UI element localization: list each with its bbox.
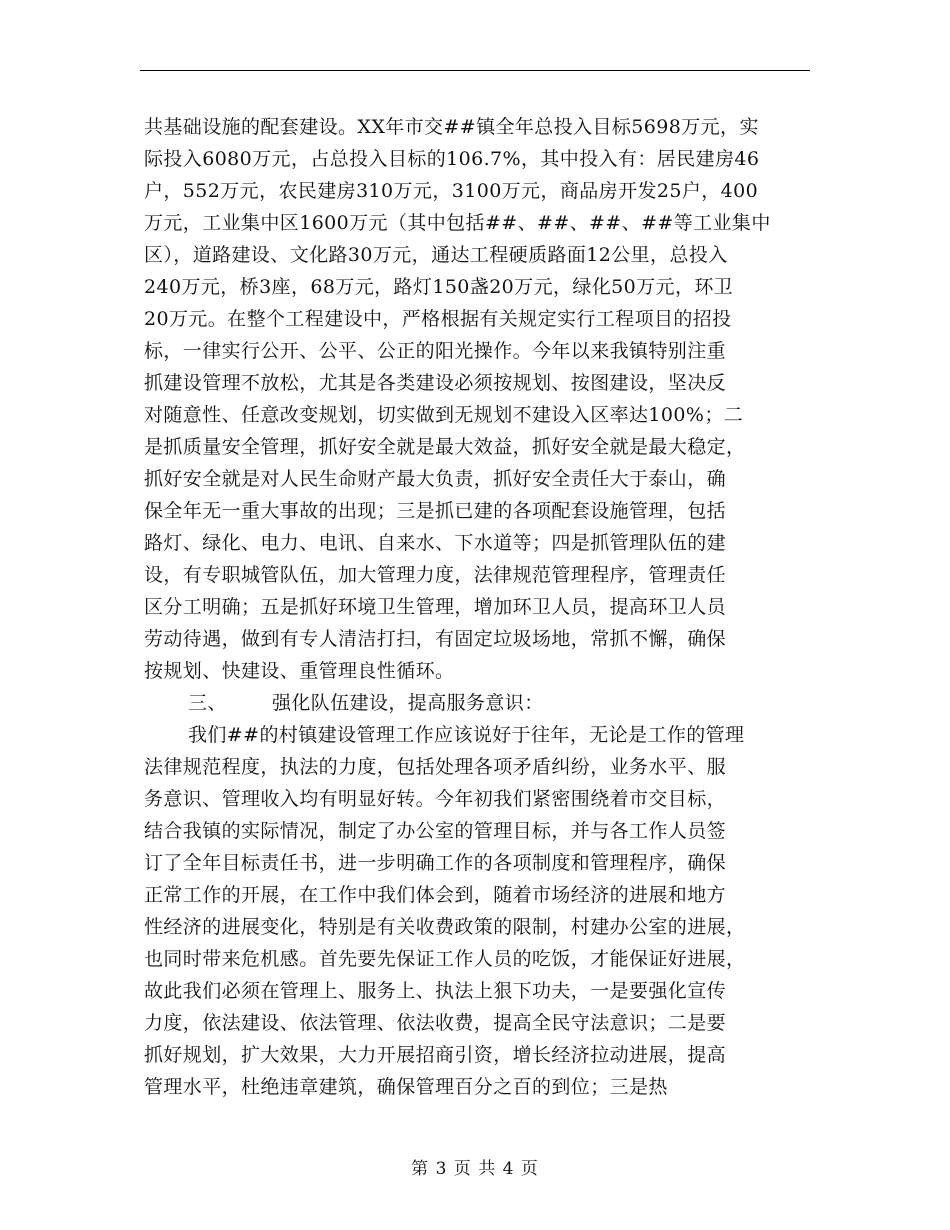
text-line: 力度，依法建设、依法管理、依法收费，提高全民守法意识；二是要 — [144, 1012, 727, 1034]
text-line: 劳动待遇，做到有专人清洁打扫，有固定垃圾场地，常抓不懈，确保 — [144, 628, 727, 650]
text-line: 务意识、管理收入均有明显好转。今年初我们紧密围绕着市交目标， — [144, 788, 727, 810]
text-line: 万元，工业集中区1600万元（其中包括##、##、##、##等工业集中 — [144, 212, 771, 234]
section-number: 三、 — [188, 692, 227, 714]
text-line: 对随意性、任意改变规划，切实做到无规划不建设入区率达100%；二 — [144, 404, 744, 426]
paragraph — [144, 111, 824, 687]
text-line: 性经济的进展变化，特别是有关收费政策的限制，村建办公室的进展， — [144, 916, 746, 938]
text-line: 抓好规划，扩大效果，大力开展招商引资，增长经济拉动进展，提高 — [144, 1044, 727, 1066]
text-line: 标，一律实行公开、公平、公正的阳光操作。今年以来我镇特别注重 — [144, 340, 727, 362]
text-line: 区分工明确；五是抓好环境卫生管理，增加环卫人员，提高环卫人员 — [144, 596, 727, 618]
text-line: 共基础设施的配套建设。XX年市交##镇全年总投入目标5698万元，实 — [144, 116, 759, 138]
text-line: 管理水平，杜绝违章建筑，确保管理百分之百的到位；三是热 — [144, 1076, 668, 1098]
text-line: 是抓质量安全管理，抓好安全就是最大效益，抓好安全就是最大稳定， — [144, 436, 746, 458]
text-line: 抓好安全就是对人民生命财产最大负责，抓好安全责任大于泰山，确 — [144, 468, 727, 490]
text-line: 区），道路建设、文化路30万元，通达工程硬质路面12公里，总投入 — [144, 244, 728, 266]
text-line: 正常工作的开展，在工作中我们体会到，随着市场经济的进展和地方 — [144, 884, 727, 906]
text-line: 也同时带来危机感。首先要先保证工作人员的吃饭，才能保证好进展， — [144, 948, 746, 970]
text-line: 设，有专职城管队伍，加大管理力度，法律规范管理程序，管理责任 — [144, 564, 727, 586]
text-line: 20万元。在整个工程建设中，严格根据有关规定实行工程项目的招投 — [144, 308, 732, 330]
document-body — [144, 111, 824, 1103]
paragraph — [144, 719, 824, 1103]
text-line: 我们##的村镇建设管理工作应该说好于往年，无论是工作的管理 — [188, 724, 745, 746]
text-line: 户，552万元，农民建房310万元，3100万元，商品房开发25户，400 — [144, 180, 759, 202]
text-line: 路灯、绿化、电力、电讯、自来水、下水道等；四是抓管理队伍的建 — [144, 532, 727, 554]
text-line: 保全年无一重大事故的出现；三是抓已建的各项配套设施管理，包括 — [144, 500, 727, 522]
text-line: 240万元，桥3座，68万元，路灯150盏20万元，绿化50万元，环卫 — [144, 276, 734, 298]
text-line: 抓建设管理不放松，尤其是各类建设必须按规划、按图建设，坚决反 — [144, 372, 727, 394]
page-number: 第 3 页 共 4 页 — [411, 1159, 539, 1179]
header-rule — [140, 70, 810, 71]
section-heading — [144, 687, 824, 719]
text-line: 按规划、快建设、重管理良性循环。 — [144, 660, 455, 682]
text-line: 故此我们必须在管理上、服务上、执法上狠下功夫，一是要强化宣传 — [144, 980, 727, 1002]
text-line: 结合我镇的实际情况，制定了办公室的管理目标，并与各工作人员签 — [144, 820, 727, 842]
text-line: 际投入6080万元，占总投入目标的106.7%，其中投入有：居民建房46 — [144, 148, 760, 170]
text-line: 订了全年目标责任书，进一步明确工作的各项制度和管理程序，确保 — [144, 852, 727, 874]
text-line: 法律规范程度，执法的力度，包括处理各项矛盾纠纷，业务水平、服 — [144, 756, 727, 778]
section-title: 强化队伍建设，提高服务意识： — [272, 692, 544, 714]
